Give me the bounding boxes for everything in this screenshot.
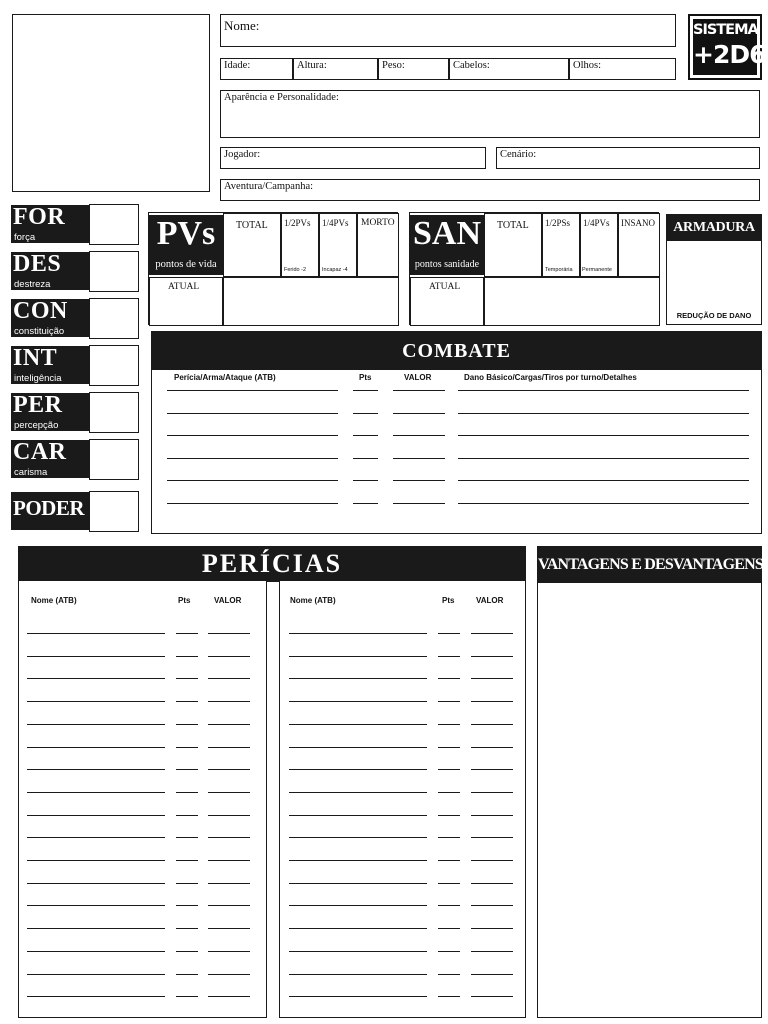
skill-row-name-line <box>27 633 165 634</box>
combat-row-skill-line <box>167 458 338 459</box>
attribute-value-box-per <box>89 392 139 433</box>
skill-row-pts-line <box>176 815 198 816</box>
skill-row-name-line <box>27 792 165 793</box>
skill-row-name-line <box>27 747 165 748</box>
combat-row-pts-line <box>353 435 378 436</box>
skill-row-name-line <box>289 633 427 634</box>
skill-row-pts-line <box>176 724 198 725</box>
skill-row-name-line <box>289 837 427 838</box>
skills-right-col-name: Nome (ATB) <box>290 596 336 605</box>
combat-col-value: VALOR <box>404 373 432 382</box>
armor-footer: REDUÇÃO DE DANO <box>676 311 752 320</box>
skill-row-value-line <box>208 678 250 679</box>
skill-row-value-line <box>208 656 250 657</box>
attribute-abbr: INT <box>13 345 58 371</box>
pv-total-label: TOTAL <box>236 220 268 231</box>
skill-row-value-line <box>471 633 513 634</box>
attribute-label-car <box>11 440 89 478</box>
attribute-name: inteligência <box>14 373 62 384</box>
skill-row-pts-line <box>438 633 460 634</box>
attribute-label-poder <box>11 492 89 530</box>
skill-row-pts-line <box>176 656 198 657</box>
skill-row-name-line <box>289 860 427 861</box>
skill-row-value-line <box>208 724 250 725</box>
player-label: Jogador: <box>224 149 261 160</box>
skill-row-value-line <box>208 837 250 838</box>
logo-line-2: +2D6 <box>693 40 766 69</box>
skill-row-value-line <box>471 996 513 997</box>
combat-row-skill-line <box>167 435 338 436</box>
skill-row-pts-line <box>438 747 460 748</box>
pv-current-value-cell <box>223 277 399 326</box>
skill-row-pts-line <box>438 951 460 952</box>
skills-title: PERÍCIAS <box>201 549 343 578</box>
skill-row-name-line <box>27 928 165 929</box>
attribute-name: destreza <box>14 279 51 290</box>
weight-field <box>378 58 449 80</box>
attribute-label-int <box>11 346 89 384</box>
combat-title-bar <box>152 332 761 370</box>
attribute-label-des <box>11 252 89 290</box>
skill-row-pts-line <box>438 905 460 906</box>
skill-row-pts-line <box>438 678 460 679</box>
combat-row-value-line <box>393 503 445 504</box>
setting-field <box>496 147 760 169</box>
skill-row-name-line <box>27 860 165 861</box>
skill-row-name-line <box>27 837 165 838</box>
skill-row-value-line <box>208 747 250 748</box>
skill-row-pts-line <box>176 883 198 884</box>
combat-row-damage-line <box>458 503 749 504</box>
skills-left-column <box>18 580 267 1018</box>
attribute-abbr: CAR <box>13 439 67 465</box>
skills-right-col-pts: Pts <box>442 596 455 605</box>
skill-row-pts-line <box>438 701 460 702</box>
skill-row-name-line <box>27 883 165 884</box>
skill-row-value-line <box>471 769 513 770</box>
combat-row-value-line <box>393 435 445 436</box>
combat-row-pts-line <box>353 413 378 414</box>
skill-row-pts-line <box>176 974 198 975</box>
combat-row-skill-line <box>167 480 338 481</box>
attribute-value-box-for <box>89 204 139 245</box>
player-field <box>220 147 486 169</box>
skills-left-col-value: VALOR <box>214 596 242 605</box>
san-title: SAN <box>412 215 482 252</box>
appearance-label: Aparência e Personalidade: <box>224 92 339 103</box>
skill-row-value-line <box>471 792 513 793</box>
pv-dead-cell <box>357 213 399 277</box>
skill-row-value-line <box>208 860 250 861</box>
appearance-field <box>220 90 760 138</box>
skill-row-pts-line <box>176 951 198 952</box>
skill-row-pts-line <box>438 860 460 861</box>
hair-label: Cabelos: <box>453 60 490 71</box>
skill-row-value-line <box>208 905 250 906</box>
attribute-label-con <box>11 299 89 337</box>
skill-row-value-line <box>471 815 513 816</box>
attribute-value-box-car <box>89 439 139 480</box>
skill-row-pts-line <box>176 678 198 679</box>
armor-box <box>666 214 762 325</box>
san-quarter-note: Permanente <box>582 267 612 273</box>
skill-row-name-line <box>289 928 427 929</box>
attribute-value-box-poder <box>89 491 139 532</box>
san-title-block <box>410 215 484 275</box>
pv-title: PVs <box>156 215 216 252</box>
skill-row-pts-line <box>176 747 198 748</box>
skill-row-value-line <box>471 974 513 975</box>
pv-dead-label: MORTO <box>361 218 395 228</box>
attribute-abbr: PER <box>13 392 63 418</box>
san-subtitle: pontos sanidade <box>414 259 480 270</box>
attribute-label-for <box>11 205 89 243</box>
skill-row-value-line <box>471 860 513 861</box>
san-total-label: TOTAL <box>497 220 529 231</box>
skill-row-value-line <box>471 724 513 725</box>
san-insane-cell <box>618 213 660 277</box>
skill-row-value-line <box>208 701 250 702</box>
combat-title: COMBATE <box>402 340 511 362</box>
skill-row-name-line <box>27 815 165 816</box>
combat-col-pts: Pts <box>359 373 372 382</box>
san-insane-label: INSANO <box>621 218 656 228</box>
campaign-field <box>220 179 760 201</box>
skill-row-value-line <box>208 633 250 634</box>
skill-row-value-line <box>208 996 250 997</box>
skill-row-pts-line <box>438 792 460 793</box>
armor-title-bar <box>667 215 761 241</box>
skill-row-value-line <box>471 656 513 657</box>
skill-row-name-line <box>289 996 427 997</box>
combat-row-pts-line <box>353 458 378 459</box>
setting-label: Cenário: <box>500 149 537 160</box>
skill-row-pts-line <box>438 724 460 725</box>
pv-total-cell <box>223 213 281 277</box>
pv-half-cell <box>281 213 319 277</box>
skill-row-pts-line <box>176 905 198 906</box>
hair-field <box>449 58 569 80</box>
height-field <box>293 58 378 80</box>
skill-row-pts-line <box>438 656 460 657</box>
skill-row-name-line <box>289 701 427 702</box>
attribute-name: constituição <box>14 326 65 337</box>
height-label: Altura: <box>297 60 327 71</box>
skill-row-name-line <box>289 724 427 725</box>
skill-row-pts-line <box>176 928 198 929</box>
pv-current-label: ATUAL <box>168 282 200 292</box>
attribute-abbr: CON <box>13 298 68 324</box>
name-label: Nome: <box>224 18 260 33</box>
weight-label: Peso: <box>382 60 405 71</box>
san-current-value-cell <box>484 277 660 326</box>
attribute-name: carisma <box>14 467 48 478</box>
name-field <box>220 14 676 47</box>
skill-row-pts-line <box>438 928 460 929</box>
san-quarter-cell <box>580 213 618 277</box>
skill-row-pts-line <box>176 701 198 702</box>
skill-row-pts-line <box>176 996 198 997</box>
skill-row-value-line <box>471 837 513 838</box>
skill-row-name-line <box>289 883 427 884</box>
skill-row-name-line <box>27 974 165 975</box>
logo-line-1: SISTEMA <box>693 22 758 38</box>
san-current-label: ATUAL <box>429 282 461 292</box>
skill-row-name-line <box>289 678 427 679</box>
skill-row-pts-line <box>176 633 198 634</box>
age-field <box>220 58 293 80</box>
skills-title-bar <box>18 546 526 582</box>
attribute-abbr: FOR <box>13 204 66 230</box>
san-quarter-label: 1/4PVs <box>583 218 610 228</box>
skill-row-value-line <box>208 974 250 975</box>
san-block <box>409 212 659 325</box>
combat-row-damage-line <box>458 413 749 414</box>
pv-quarter-label: 1/4PVs <box>322 218 349 228</box>
skill-row-pts-line <box>176 860 198 861</box>
attribute-label-per <box>11 393 89 431</box>
portrait-box <box>12 14 210 192</box>
skill-row-name-line <box>27 678 165 679</box>
skill-row-name-line <box>289 769 427 770</box>
skill-row-name-line <box>289 974 427 975</box>
skill-row-value-line <box>471 883 513 884</box>
attribute-abbr: PODER <box>13 496 84 520</box>
pv-half-label: 1/2PVs <box>284 218 311 228</box>
skill-row-value-line <box>471 747 513 748</box>
skill-row-name-line <box>289 792 427 793</box>
skill-row-pts-line <box>438 996 460 997</box>
attribute-abbr: DES <box>13 251 62 277</box>
combat-row-value-line <box>393 458 445 459</box>
skill-row-name-line <box>27 724 165 725</box>
skill-row-pts-line <box>438 837 460 838</box>
skill-row-name-line <box>27 905 165 906</box>
pv-quarter-note: Incapaz -4 <box>322 267 348 273</box>
combat-row-pts-line <box>353 503 378 504</box>
skill-row-value-line <box>208 792 250 793</box>
skill-row-pts-line <box>176 792 198 793</box>
skills-left-col-name: Nome (ATB) <box>31 596 77 605</box>
skills-right-column <box>279 580 526 1018</box>
combat-row-damage-line <box>458 390 749 391</box>
combat-row-skill-line <box>167 413 338 414</box>
skill-row-value-line <box>471 905 513 906</box>
pv-half-note: Ferido -2 <box>284 267 307 273</box>
skill-row-value-line <box>471 678 513 679</box>
eyes-field <box>569 58 676 80</box>
skill-row-name-line <box>27 996 165 997</box>
skill-row-pts-line <box>176 837 198 838</box>
skill-row-value-line <box>208 928 250 929</box>
skill-row-pts-line <box>438 815 460 816</box>
skill-row-name-line <box>289 951 427 952</box>
skill-row-pts-line <box>438 769 460 770</box>
combat-box <box>151 331 762 534</box>
skill-row-value-line <box>208 883 250 884</box>
advantages-title: VANTAGENS E DESVANTAGENS <box>538 556 764 573</box>
san-current-cell <box>410 277 484 326</box>
skill-row-name-line <box>289 656 427 657</box>
combat-row-pts-line <box>353 390 378 391</box>
attribute-value-box-int <box>89 345 139 386</box>
armor-title: ARMADURA <box>673 220 755 235</box>
attribute-name: força <box>14 232 36 243</box>
san-half-note: Temporária <box>545 267 573 273</box>
combat-col-skill: Perícia/Arma/Ataque (ATB) <box>174 373 276 382</box>
skill-row-pts-line <box>438 974 460 975</box>
skill-row-pts-line <box>438 883 460 884</box>
eyes-label: Olhos: <box>573 60 602 71</box>
skill-row-name-line <box>27 656 165 657</box>
campaign-label: Aventura/Campanha: <box>224 181 314 192</box>
skills-left-col-pts: Pts <box>178 596 191 605</box>
pv-current-cell <box>149 277 223 326</box>
skill-row-value-line <box>471 951 513 952</box>
skill-row-name-line <box>27 701 165 702</box>
combat-row-value-line <box>393 390 445 391</box>
pv-quarter-cell <box>319 213 357 277</box>
san-half-cell <box>542 213 580 277</box>
combat-row-damage-line <box>458 435 749 436</box>
advantages-title-bar <box>538 547 764 583</box>
skill-row-name-line <box>27 769 165 770</box>
combat-row-value-line <box>393 480 445 481</box>
san-half-label: 1/2PSs <box>545 218 571 228</box>
pv-subtitle: pontos de vida <box>155 259 217 270</box>
skill-row-name-line <box>289 815 427 816</box>
skill-row-name-line <box>27 951 165 952</box>
sistema-2d6-logo <box>688 14 766 80</box>
combat-row-skill-line <box>167 390 338 391</box>
skill-row-name-line <box>289 905 427 906</box>
skill-row-value-line <box>471 701 513 702</box>
advantages-box <box>537 546 762 1018</box>
skill-row-name-line <box>289 747 427 748</box>
skills-right-col-value: VALOR <box>476 596 504 605</box>
combat-row-skill-line <box>167 503 338 504</box>
skill-row-pts-line <box>176 769 198 770</box>
attribute-value-box-con <box>89 298 139 339</box>
attribute-name: percepção <box>14 420 59 431</box>
combat-row-value-line <box>393 413 445 414</box>
attribute-value-box-des <box>89 251 139 292</box>
skill-row-value-line <box>208 951 250 952</box>
skill-row-value-line <box>208 769 250 770</box>
age-label: Idade: <box>224 60 251 71</box>
pv-title-block <box>149 215 223 275</box>
combat-row-pts-line <box>353 480 378 481</box>
pv-block <box>148 212 398 325</box>
combat-row-damage-line <box>458 480 749 481</box>
combat-row-damage-line <box>458 458 749 459</box>
combat-col-damage: Dano Básico/Cargas/Tiros por turno/Detalhes <box>464 373 637 382</box>
san-total-cell <box>484 213 542 277</box>
skill-row-value-line <box>471 928 513 929</box>
skill-row-value-line <box>208 815 250 816</box>
